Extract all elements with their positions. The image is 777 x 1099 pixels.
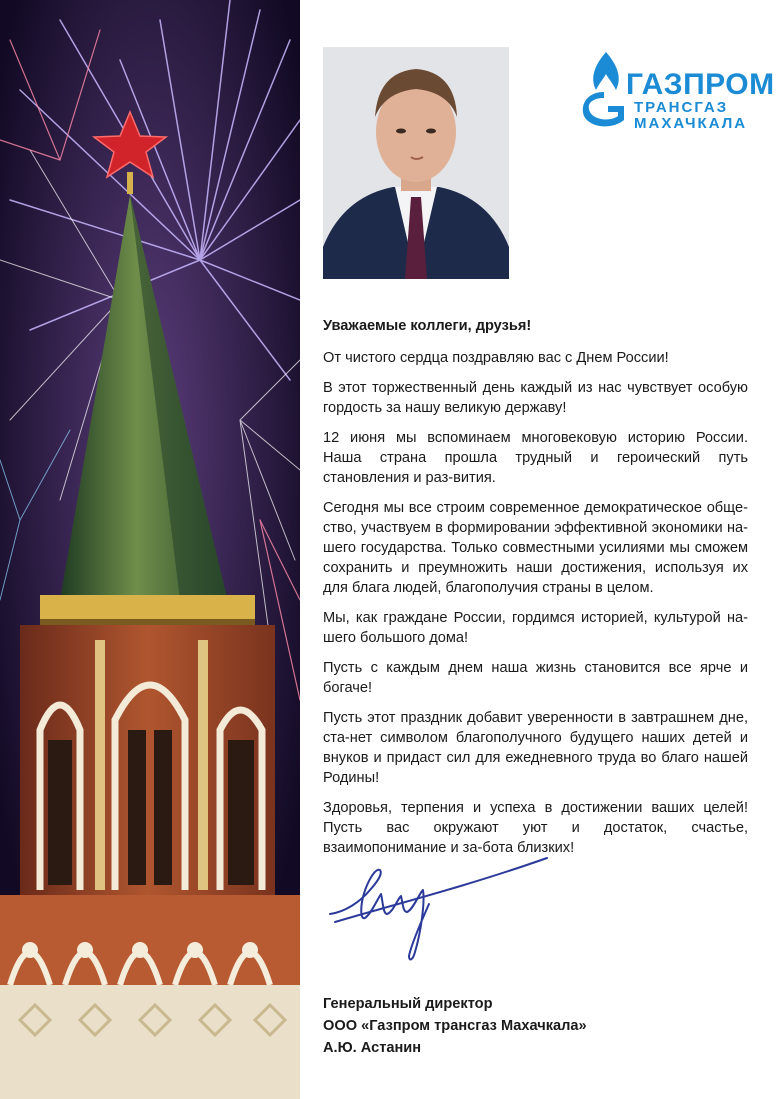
letter-paragraph: Здоровья, терпения и успеха в достижении ваших целей! Пусть вас окружают уют и достаток, счастье, взаимопонимание и за-бота близких!	[323, 800, 748, 856]
logo-subtitle-line-1: ТРАНСГАЗ	[634, 99, 729, 116]
logo-subtitle-line-2: МАХАЧКАЛА	[634, 115, 748, 132]
portrait-photo	[323, 47, 509, 279]
letter-paragraph: Сегодня мы все строим современное демократическое обще-ство, участвуем в формировании эффективной экономики на-шего государства. Только совместными усилиями мы сможем сохранить и преумножить наши достижения, используя их для блага людей, благополучия страны в целом.	[323, 500, 748, 596]
signature-scribble	[325, 852, 550, 967]
letter-body	[323, 316, 748, 868]
handwritten-signature	[325, 852, 550, 967]
kremlin-banner-image	[0, 0, 300, 1099]
signer-block	[323, 993, 723, 1059]
letter-paragraph: 12 июня мы вспоминаем многовековую историю России. Наша страна прошла трудный и героический путь становления и раз-вития.	[323, 430, 748, 486]
director-portrait	[323, 47, 509, 279]
signer-company: ООО «Газпром трансгаз Махачкала»	[323, 1018, 587, 1034]
letter-paragraph: Пусть этот праздник добавит уверенности в завтрашнем дне, ста-нет символом благополучного будущего наших детей и внуков и придаст сил для ежедневного труда во благо нашей Родины!	[323, 710, 748, 786]
letter-paragraph: Пусть с каждым днем наша жизнь становится все ярче и богаче!	[323, 660, 748, 696]
letter-paragraph: В этот торжественный день каждый из нас чувствует особую гордость за нашу великую державу!	[323, 380, 748, 416]
letter-paragraph: От чистого сердца поздравляю вас с Днем России!	[323, 350, 669, 366]
signer-name: А.Ю. Астанин	[323, 1040, 422, 1056]
kremlin-tower-illustration	[0, 0, 300, 1099]
signer-title: Генеральный директор	[323, 996, 493, 1012]
gazprom-logo	[578, 48, 775, 138]
letter-paragraph: Мы, как граждане России, гордимся историей, культурой на-шего большого дома!	[323, 610, 748, 646]
logo-wordmark: ГАЗПРОМ	[626, 68, 775, 101]
letter-greeting: Уважаемые коллеги, друзья!	[323, 318, 532, 334]
